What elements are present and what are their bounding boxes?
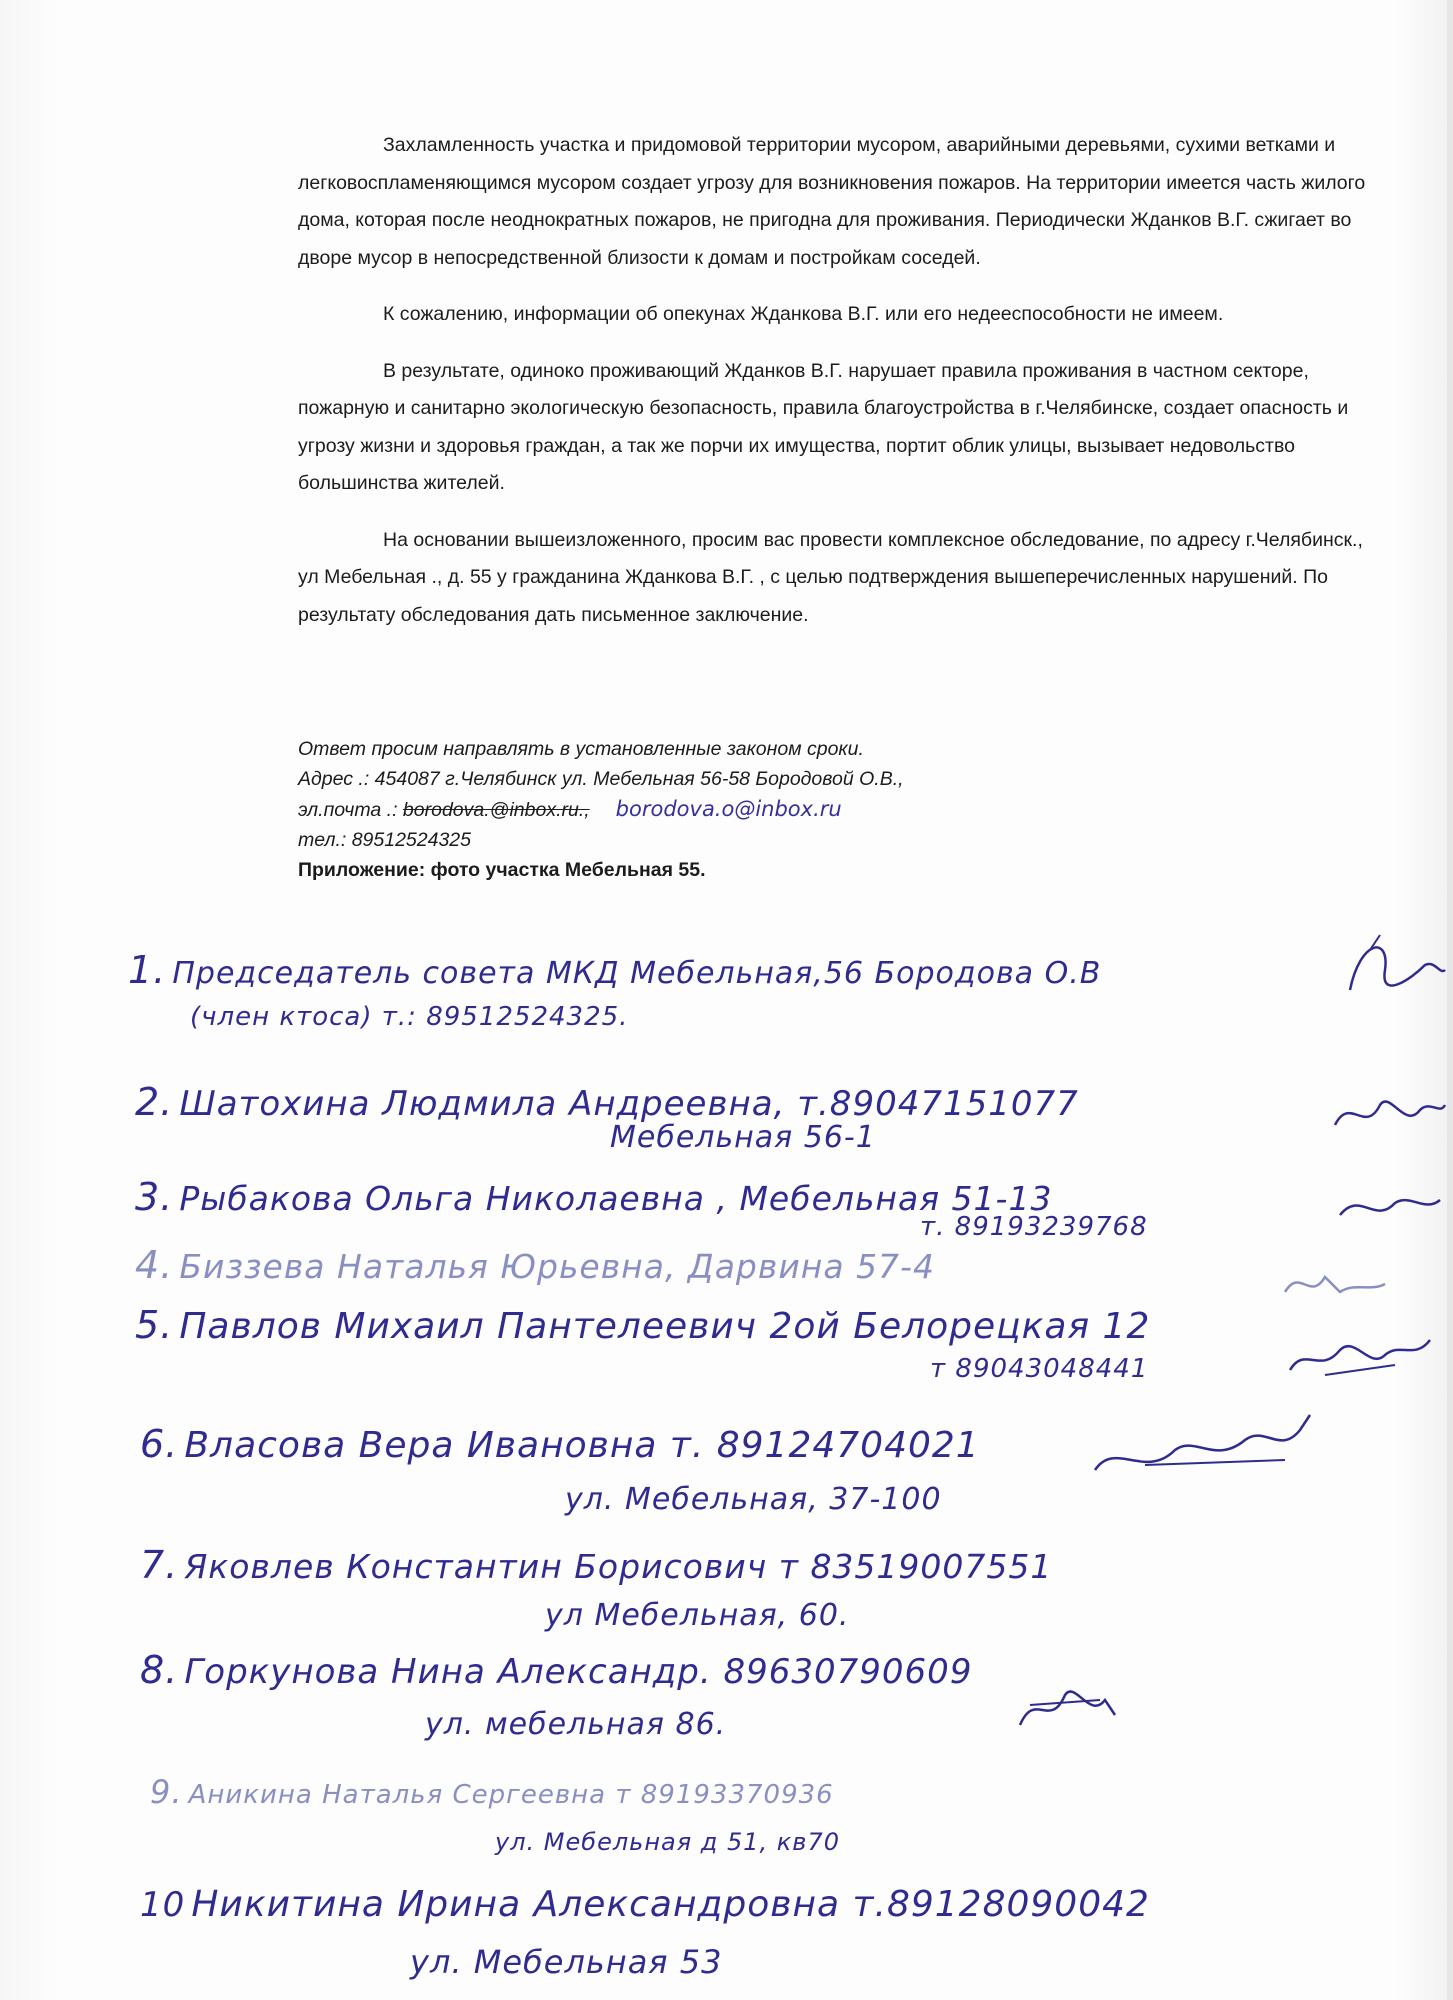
signature-mark-4 <box>1280 1262 1390 1307</box>
signatory-8-details: ул. мебельная 86. <box>425 1707 727 1742</box>
paragraph-1: Захламленность участка и придомовой территории мусором, аварийными деревьями, сухими ветками и легковоспламеняющимся мусором создает угрозу для возникновения пожаров. На территории имеется часть жилого дома, которая после неоднократных пожаров, не пригодна для проживания. Периодически Жданков В.Г. сжигает во дворе мусор в непосредственной близости к домам и постройкам соседей. <box>298 134 1366 269</box>
signatory-7 <box>140 1543 1052 1587</box>
signatory-name: Власова Вера Ивановна т. 89124704021 <box>184 1425 980 1466</box>
signatory-5-details: т 89043048441 <box>930 1354 1149 1384</box>
signatory-name: Биззева Наталья Юрьевна, Дарвина 57-4 <box>179 1247 935 1286</box>
signatory-number: 1. <box>128 948 167 992</box>
response-request: Ответ просим направлять в установленные законом сроки. <box>298 738 864 760</box>
signatory-number: 8. <box>140 1648 179 1692</box>
address-line: Адрес .: 454087 г.Челябинск ул. Мебельная 56-58 Бородовой О.В., <box>298 768 904 790</box>
signatory-1 <box>128 948 1101 992</box>
signatory-7-details: ул Мебельная, 60. <box>545 1598 850 1633</box>
signatory-number: 7. <box>140 1543 179 1587</box>
signatory-9-details: ул. Мебельная д 51, кв70 <box>495 1828 840 1856</box>
signatory-number: 3. <box>135 1175 174 1219</box>
signature-mark-1 <box>1330 930 1448 1010</box>
signatory-number: 9. <box>150 1773 183 1811</box>
signature-mark-6 <box>1085 1410 1325 1500</box>
email-line <box>298 794 1198 825</box>
signatory-2 <box>135 1080 1079 1124</box>
paragraph-3: В результате, одиноко проживающий Жданков В.Г. нарушает правила проживания в частном секторе, пожарную и санитарно экологическую безопасность, правила благоустройства в г.Челябинске, создает опасность и угрозу жизни и здоровья граждан, а так же порчи их имущества, портит облик улицы, вызывает недовольство большинства жителей. <box>298 359 1349 494</box>
signatory-name: Никитина Ирина Александровна т.89128090042 <box>191 1884 1150 1925</box>
email-label: эл.почта .: <box>298 799 403 821</box>
signatory-3 <box>135 1175 1052 1219</box>
signatory-9 <box>150 1773 834 1811</box>
signatory-1-details: (член ктоса) т.: 89512524325. <box>190 1002 629 1032</box>
paragraph-4: На основании вышеизложенного, просим вас провести комплексное обследование, по адресу г.Челябинск., ул Мебельная ., д. 55 у гражданина Жданкова В.Г. , с целью подтверждения вышеперечисленных нарушений. По результату обследования дать письменное заключение. <box>298 528 1363 626</box>
signatory-8 <box>140 1648 972 1692</box>
signatory-number: 5. <box>135 1303 174 1347</box>
signatory-5 <box>135 1303 1150 1347</box>
signatory-name: Рыбакова Ольга Николаевна , Мебельная 51-13 <box>179 1179 1053 1218</box>
signatory-number: 10 <box>140 1885 186 1925</box>
signature-mark-2 <box>1330 1085 1448 1145</box>
signature-mark-3 <box>1335 1185 1445 1235</box>
phone-line: тел.: 89512524325 <box>298 829 471 851</box>
email-handwritten: borodova.o@inbox.ru <box>615 797 842 821</box>
signature-mark-8 <box>1010 1670 1120 1740</box>
signatory-name: Павлов Михаил Пантелеевич 2ой Белорецкая 12 <box>179 1306 1151 1347</box>
signatory-6 <box>140 1422 980 1466</box>
signature-mark-5 <box>1285 1330 1435 1390</box>
signatory-number: 2. <box>135 1080 174 1124</box>
signatory-6-details: ул. Мебельная, 37-100 <box>565 1482 942 1517</box>
signatory-name: Горкунова Нина Александр. 89630790609 <box>184 1652 973 1692</box>
signatory-2-details: Мебельная 56-1 <box>610 1120 876 1155</box>
attachment-line: Приложение: фото участка Мебельная 55. <box>298 859 706 881</box>
signatory-name: Яковлев Константин Борисович т 83519007551 <box>184 1547 1053 1586</box>
signatory-10-details: ул. Мебельная 53 <box>410 1943 723 1981</box>
contact-block <box>298 734 1198 885</box>
signatory-10 <box>140 1884 1150 1925</box>
paragraph-2: К сожалению, информации об опекунах Жданкова В.Г. или его недееспособности не имеем. <box>383 303 1224 325</box>
signatory-number: 4. <box>135 1243 174 1287</box>
body-text <box>298 127 1388 653</box>
signatory-4 <box>135 1243 935 1287</box>
email-struck: borodova.@inbox.ru., <box>402 799 590 821</box>
signatory-name: Шатохина Людмила Андреевна, т.89047151077 <box>179 1084 1079 1124</box>
signatory-number: 6. <box>140 1422 179 1466</box>
signatory-name: Аникина Наталья Сергеевна т 89193370936 <box>188 1780 834 1810</box>
signatory-name: Председатель совета МКД Мебельная,56 Бородова О.В <box>172 956 1102 991</box>
signatory-3-details: т. 89193239768 <box>920 1212 1148 1242</box>
